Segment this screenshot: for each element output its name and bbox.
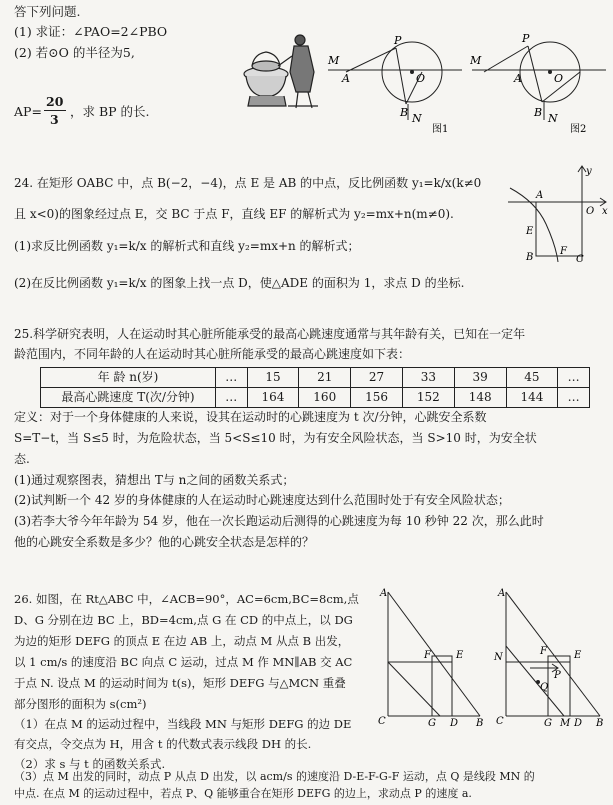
fig1-caption: 图1 (432, 124, 449, 134)
q26-figure-1 (370, 586, 490, 728)
q23-ap-numerator: 20 (46, 94, 64, 109)
q23-figure-1 (326, 22, 466, 134)
fig1-label-O: O (416, 72, 426, 85)
fig26a-label-G: G (428, 718, 436, 728)
q24-part2: (2)在反比例函数 y₁=k/x 的图象上找一点 D，使△ADE 的面积为 1，求点 D 的坐标. (14, 276, 465, 290)
fig26b-label-E: E (574, 650, 582, 661)
q23-ap-denominator: 3 (50, 112, 59, 127)
q25-part3-line2: 他的心跳安全系数是多少？他的心跳安全状态是怎样的？ (14, 535, 315, 549)
fig26b-label-N: N (494, 652, 503, 663)
q24-line2: 且 x<0)的图象经过点 E，交 BC 于点 F，直线 EF 的解析式为 y₂=mx+n(m≠0). (14, 207, 454, 221)
fig1-label-P: P (394, 34, 402, 47)
q25-intro-1: 25.科学研究表明，人在运动时其心脏所能承受的最高心跳速度通常与其年龄有关，已知在一定年 (14, 327, 526, 341)
fig2-label-O: O (554, 72, 564, 85)
q23-ap-suffix: ，求 BP 的长. (70, 104, 150, 119)
fig26b-label-G: G (544, 718, 552, 728)
fig2-caption: 图2 (570, 124, 587, 134)
q23-ap-label: AP= (14, 104, 42, 119)
fig26a-label-B: B (476, 718, 484, 728)
table-cell: 21 (299, 368, 351, 388)
q25-definition-1: 定义：对于一个身体健康的人来说，设其在运动时的心跳速度为 t 次/分钟，心跳安全系数 (14, 410, 487, 424)
table-row-label: 最高心跳速度 T(次/分钟) (41, 388, 216, 408)
table-cell: 156 (351, 388, 403, 408)
fig26b-label-D: D (574, 718, 583, 728)
q24-label-C: C (576, 254, 584, 264)
table-cell: 15 (247, 368, 299, 388)
q25-part3-line1: (3)若李大爷今年年龄为 54 岁，他在一次长跑运动后测得的心跳速度为每 10 秒钟 22 次，那么此时 (14, 514, 544, 528)
table-cell: 160 (299, 388, 351, 408)
fig1-label-A: A (342, 72, 350, 85)
q24-label-y: y (586, 166, 592, 177)
q23-fraction-bar (44, 110, 66, 111)
table-cell: 144 (506, 388, 558, 408)
q26-line3: 为边的矩形 DEFG 的顶点 E 在边 AB 上，动点 M 从点 B 出发， (14, 634, 350, 648)
fig1-label-N: N (412, 112, 422, 125)
q25-part2: (2)试判断一个 42 岁的身体健康的人在运动时心跳速度达到什么范围时处于有安全风险状态； (14, 493, 510, 507)
table-cell: … (216, 388, 248, 408)
q26-part3-line1: （3）点 M 出发的同时，动点 P 从点 D 出发，以 acm/s 的速度沿 D-E-F-G-F 运动，点 Q 是线段 MN 的 (14, 770, 535, 783)
q24-label-x: x (602, 206, 608, 217)
fig26b-label-C: C (496, 716, 504, 727)
table-row-rate (41, 388, 590, 408)
q25-part1: (1)通过观察图表，猜想出 T与 n之间的函数关系式； (14, 473, 295, 487)
table-cell: … (216, 368, 248, 388)
q26-line4: 以 1 cm/s 的速度沿 BC 向点 C 运动，过点 M 作 MN∥AB 交 AC (14, 655, 353, 669)
fig26b-label-Q: Q (540, 682, 549, 693)
q24-label-A: A (536, 190, 544, 201)
q24-label-E: E (526, 226, 534, 237)
q26-line2: D、G 分别在边 BC 上，BD=4cm,点 G 在 CD 的中点上，以 DG (14, 613, 353, 627)
q24-figure (506, 162, 610, 264)
q24-label-O: O (586, 206, 595, 217)
table-cell: … (558, 368, 590, 388)
fig26b-label-A: A (498, 588, 506, 599)
fig26a-label-D: D (450, 718, 459, 728)
q24-label-B: B (526, 252, 534, 263)
q26-line6: 部分图形的面积为 s(cm²) (14, 697, 147, 711)
fig1-label-B: B (400, 106, 409, 119)
fig26b-label-P: P (554, 670, 561, 681)
fig26a-label-A: A (380, 588, 388, 599)
q23-part1: (1) 求证：∠PAO=2∠PBO (14, 24, 168, 39)
q26-figure-2 (490, 586, 610, 728)
q24-line1: 24. 在矩形 OABC 中，点 B(−2，−4)，点 E 是 AB 的中点，反比例函数 y₁=k/x(k≠0 (14, 176, 482, 190)
table-cell: 164 (247, 388, 299, 408)
fig26a-label-F: F (424, 650, 431, 661)
fig26a-label-E: E (456, 650, 464, 661)
table-cell: 148 (454, 388, 506, 408)
table-row-age (41, 368, 590, 388)
q25-definition-3: 态. (14, 452, 30, 466)
q26-line5: 于点 N. 设点 M 的运动时间为 t(s)，矩形 DEFG 与△MCN 重叠 (14, 676, 346, 690)
q24-label-F: F (560, 246, 567, 257)
q23-figure-2 (470, 22, 610, 134)
fig2-label-N: N (548, 112, 558, 125)
q26-part3-line2: 中点. 在点 M 的运动过程中，若点 P、Q 能够重合在矩形 DEFG 的边上，求动点 P 的速度 a. (14, 787, 472, 800)
fig26b-label-B: B (596, 718, 604, 728)
q23-intro: 答下列问题. (14, 4, 81, 19)
fig1-label-M: M (328, 54, 340, 67)
q25-definition-2: S=T−t，当 S≤5 时，为危险状态，当 5<S≤10 时，为有安全风险状态，当 S>10 时，为安全状 (14, 431, 537, 445)
fig26b-label-F: F (540, 646, 547, 657)
table-cell: 45 (506, 368, 558, 388)
table-cell: 27 (351, 368, 403, 388)
fig2-label-A: A (514, 72, 522, 85)
q26-part2: （2）求 s 与 t 的函数关系式. (14, 757, 166, 771)
fig2-label-M: M (470, 54, 482, 67)
fig2-label-P: P (522, 32, 530, 45)
q24-part1: (1)求反比例函数 y₁=k/x 的解析式和直线 y₂=mx+n 的解析式； (14, 239, 360, 253)
table-cell: … (558, 388, 590, 408)
heart-rate-table (40, 367, 590, 408)
fig26b-label-M: M (560, 718, 571, 728)
q23-part2: (2) 若⊙O 的半径为5, (14, 45, 135, 60)
table-cell: 39 (454, 368, 506, 388)
table-cell: 33 (402, 368, 454, 388)
fig26a-label-C: C (378, 716, 386, 727)
fig2-label-B: B (534, 106, 543, 119)
q26-line1: 26. 如图，在 Rt△ABC 中，∠ACB=90°，AC=6cm,BC=8cm,点 (14, 592, 359, 606)
table-cell: 152 (402, 388, 454, 408)
q25-intro-2: 龄范围内，不同年龄的人在运动时其心脏所能承受的最高心跳速度如下表： (14, 347, 411, 361)
q26-part1-line1: （1）在点 M 的运动过程中，当线段 MN 与矩形 DEFG 的边 DE (14, 717, 352, 731)
q26-part1-line2: 有交点，令交点为 H，用含 t 的代数式表示线段 DH 的长. (14, 737, 312, 751)
table-row-label: 年 龄 n(岁) (41, 368, 216, 388)
pottery-illustration (238, 32, 326, 114)
